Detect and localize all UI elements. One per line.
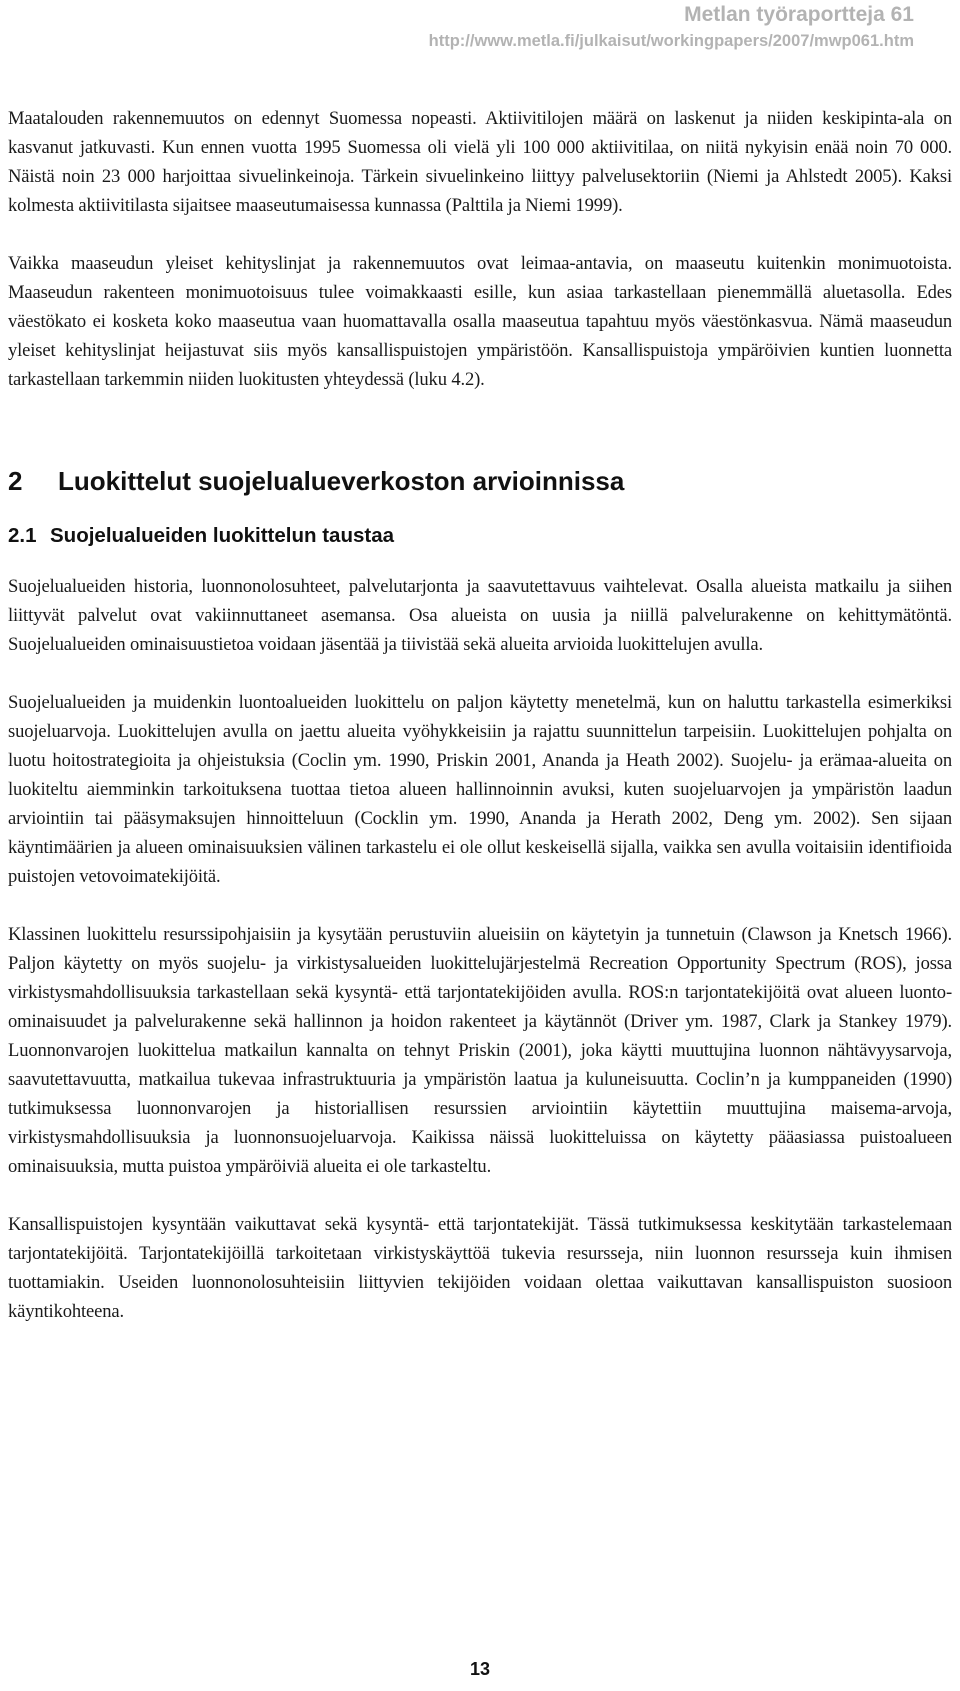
series-title: Metlan työraportteja 61: [684, 3, 914, 26]
section-heading: [8, 522, 952, 550]
paragraph-section-1: Suojelualueiden historia, luonnonolosuhteet, palvelutarjonta ja saavutettavuus vaihtelevat. Osalla alueista matkailu ja siihen liittyvät palvelut ovat vakiinnuttaneet asemansa. Osa alueista on uusia ja niillä palvelurakenne on kehittymätöntä. Suojelualueiden ominaisuustietoa voidaan jäsentää ja tiivistää sekä alueita arvioida luokittelujen avulla.: [8, 576, 952, 655]
chapter-number: 2: [8, 466, 23, 496]
chapter-title: Luokittelut suojelualueverkoston arvioinnissa: [58, 466, 625, 496]
paragraph-intro-2: Vaikka maaseudun yleiset kehityslinjat ja rakennemuutos ovat leimaa-antavia, on maaseutu kuitenkin monimuotoista. Maaseudun rakenteen monimuotoisuus tulee voimakkaasti esille, kun asiaa tarkastellaan pienemmällä aluetasolla. Edes väestökato ei kosketa koko maaseutua vaan huomattavalla osalla maaseutua tapahtuu myös väestönkasvua. Nämä maaseudun yleiset kehityslinjat heijastuvat siis myös kansallispuistojen ympäristöön. Kansallispuistoja ympäröivien kuntien luonnetta tarkastellaan tarkemmin niiden luokitusten yhteydessä (luku 4.2).: [8, 253, 952, 390]
page-number: 13: [469, 1659, 491, 1679]
page-body: [8, 104, 952, 1326]
chapter-heading: [8, 464, 952, 498]
running-header: [429, 0, 914, 52]
header-url-link[interactable]: http://www.metla.fi/julkaisut/workingpapers/2007/mwp061.htm: [428, 32, 914, 50]
paragraph-section-3: Klassinen luokittelu resurssipohjaisiin ja kysytään perustuviin alueisiin on käytetyin ja tunnetuin (Clawson ja Knetsch 1966). Paljon käytetty on myös suojelu- ja virkistysalueiden luokittelujärjestelmä Recreation Opportunity Spectrum (ROS), jossa virkistysmahdollisuuksia tarkastellaan sekä kysyntä- että tarjontatekijöiden avulla. ROS:n tarjontatekijöitä ovat alueen luonto-ominaisuudet ja palvelurakenne sekä hallinnon ja hoidon rakenteet ja käytännöt (Driver ym. 1987, Clark ja Stankey 1979). Luonnonvarojen luokittelua matkailun kannalta on tehnyt Priskin (2001), joka käytti muuttujina luonnon nähtävyysarvoja, saavutettavuutta, matkailua tukevaa infrastruktuuria ja ympäristön laatua ja kuluneisuutta. Coclin’n ja kumppaneiden (1990) tutkimuksessa luonnonvarojen ja historiallisen resurssien arviointiin käytettiin muuttujina maisema-arvoja, virkistysmahdollisuuksia ja luonnonsuojeluarvoja. Kaikissa näissä luokitteluissa on käytetty pääasiassa puistoalueen ominaisuuksia, mutta puistoa ympäröiviä alueita ei ole tarkasteltu.: [8, 924, 952, 1177]
section-number: 2.1: [8, 524, 37, 547]
paragraph-section-4: Kansallispuistojen kysyntään vaikuttavat sekä kysyntä- että tarjontatekijät. Tässä tutkimuksessa keskitytään tarkastelemaan tarjontatekijöitä. Tarjontatekijöillä tarkoitetaan virkistyskäyttöä tukevia resursseja, niin luonnon resursseja kuin ihmisen tuottamiakin. Useiden luonnonolosuhteisiin liittyvien tekijöiden voidaan olettaa vaikuttavan kansallispuiston suosioon käyntikohteena.: [8, 1214, 952, 1322]
paragraph-section-2: Suojelualueiden ja muidenkin luontoalueiden luokittelu on paljon käytetty menetelmä, kun on haluttu tarkastella esimerkiksi suojeluarvoja. Luokittelujen avulla on jaettu alueita vyöhykkeisiin ja rajattu suunnittelun tarpeisiin. Luokittelujen pohjalta on luotu hoitostrategioita ja ohjeistuksia (Coclin ym. 1990, Priskin 2001, Ananda ja Heath 2002). Suojelu- ja erämaa-alueita on luokiteltu aiemminkin tarkoituksena tuottaa tietoa alueen hallinnoinnin avuksi, kuten suojeluarvojen ja ympäristön laadun arviointiin tai pääsymaksujen hinnoitteluun (Cocklin ym. 1990, Ananda ja Herath 2002, Deng ym. 2002). Sen sijaan käyntimäärien ja alueen ominaisuuksien välinen tarkastelu ei ole ollut keskeisellä sijalla, vaikka sen avulla voitaisiin identifioida puistojen vetovoimatekijöitä.: [8, 692, 952, 887]
section-title: Suojelualueiden luokittelun taustaa: [50, 524, 394, 547]
paragraph-intro-1: Maatalouden rakennemuutos on edennyt Suomessa nopeasti. Aktiivitilojen määrä on laskenut ja niiden keskipinta-ala on kasvanut jatkuvasti. Kun ennen vuotta 1995 Suomessa oli vielä yli 100 000 aktiivitilaa, on niitä nykyisin enää noin 70 000. Näistä noin 23 000 harjoittaa sivuelinkeinoja. Tärkein sivuelinkeino liittyy palvelusektoriin (Niemi ja Ahlstedt 2005). Kaksi kolmesta aktiivitilasta sijaitsee maaseutumaisessa kunnassa (Palttila ja Niemi 1999).: [8, 108, 952, 216]
